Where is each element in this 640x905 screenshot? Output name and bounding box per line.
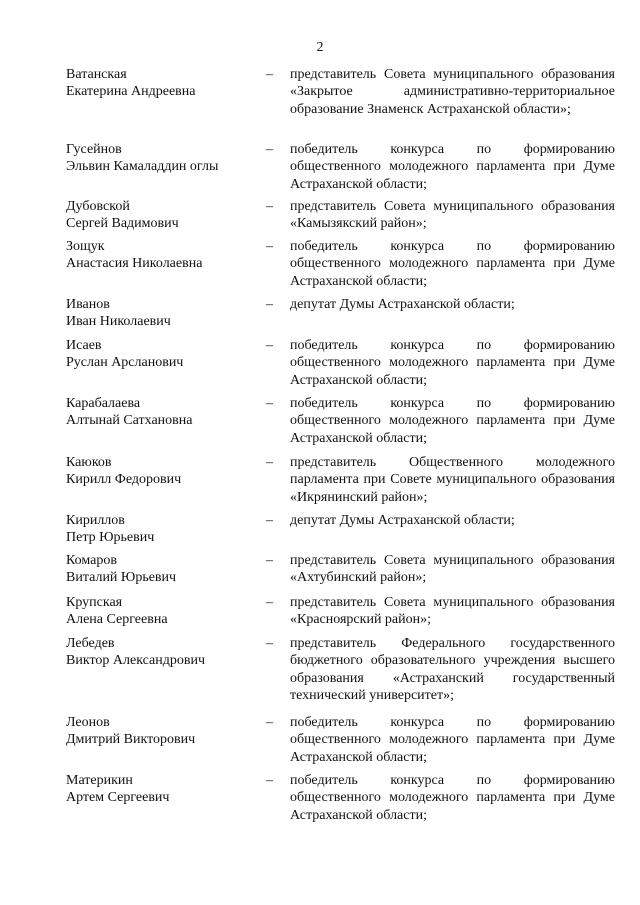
member-surname: Исаев: [66, 338, 102, 353]
member-surname: Крупская: [66, 595, 123, 610]
member-name: [66, 395, 256, 430]
member-name: [66, 594, 256, 629]
member-surname: Комаров: [66, 553, 117, 568]
member-role: победитель конкурса по формированию общественного молодежного парламента при Думе Астраханской области;: [290, 239, 615, 289]
member-name: [66, 512, 256, 547]
member-given-names: Екатерина Андреевна: [66, 84, 196, 100]
member-given-names: Артем Сергеевич: [66, 790, 170, 806]
dash-separator: –: [266, 595, 273, 610]
member-name: [66, 772, 256, 807]
member-given-names: Иван Николаевич: [66, 314, 171, 330]
member-surname: Каюков: [66, 455, 112, 470]
member-given-names: Кирилл Федорович: [66, 472, 182, 488]
dash-separator: –: [266, 142, 273, 157]
member-surname: Гусейнов: [66, 142, 122, 157]
page-number: 2: [316, 40, 324, 55]
member-name: [66, 714, 256, 749]
member-name: [66, 296, 256, 331]
member-role: представитель Федерального государственного бюджетного образовательного учреждения высшего образования «Астраханский государственный технический университет»;: [290, 636, 615, 704]
member-surname: Леонов: [66, 715, 110, 730]
dash-separator: –: [266, 553, 273, 568]
member-name: [66, 454, 256, 489]
dash-separator: –: [266, 773, 273, 788]
member-surname: Зощук: [66, 239, 105, 254]
dash-separator: –: [266, 455, 273, 470]
member-surname: Ватанская: [66, 67, 127, 82]
member-surname: Материкин: [66, 773, 133, 788]
dash-separator: –: [266, 715, 273, 730]
dash-separator: –: [266, 297, 273, 312]
member-role: представитель Общественного молодежного парламента при Совете муниципального образования «Икрянинский район»;: [290, 455, 615, 505]
member-name: [66, 337, 256, 372]
dash-separator: –: [266, 67, 273, 82]
member-name: [66, 66, 256, 101]
member-name: [66, 238, 256, 273]
member-given-names: Виктор Александрович: [66, 653, 206, 669]
member-given-names: Дмитрий Викторович: [66, 732, 196, 748]
member-given-names: Алена Сергеевна: [66, 612, 168, 628]
member-surname: Карабалаева: [66, 396, 141, 411]
member-given-names: Алтынай Сатхановна: [66, 413, 193, 429]
member-name: [66, 198, 256, 233]
dash-separator: –: [266, 338, 273, 353]
dash-separator: –: [266, 513, 273, 528]
member-role: представитель Совета муниципального образования «Закрытое административно-территориальное образование Знаменск Астраханской области»;: [290, 67, 615, 117]
member-given-names: Эльвин Камаладдин оглы: [66, 159, 219, 175]
member-role: победитель конкурса по формированию общественного молодежного парламента при Думе Астраханской области;: [290, 715, 615, 765]
member-name: [66, 635, 256, 670]
member-role: победитель конкурса по формированию общественного молодежного парламента при Думе Астраханской области;: [290, 396, 615, 446]
member-role: депутат Думы Астраханской области;: [290, 297, 515, 312]
member-role: победитель конкурса по формированию общественного молодежного парламента при Думе Астраханской области;: [290, 142, 615, 192]
dash-separator: –: [266, 396, 273, 411]
member-role: победитель конкурса по формированию общественного молодежного парламента при Думе Астраханской области;: [290, 773, 615, 823]
member-given-names: Сергей Вадимович: [66, 216, 179, 232]
member-name: [66, 141, 256, 176]
member-role: представитель Совета муниципального образования «Ахтубинский район»;: [290, 553, 615, 586]
member-surname: Иванов: [66, 297, 110, 312]
member-surname: Лебедев: [66, 636, 115, 651]
dash-separator: –: [266, 239, 273, 254]
member-role: представитель Совета муниципального образования «Красноярский район»;: [290, 595, 615, 628]
member-role: победитель конкурса по формированию общественного молодежного парламента при Думе Астраханской области;: [290, 338, 615, 388]
member-given-names: Виталий Юрьевич: [66, 570, 177, 586]
member-role: представитель Совета муниципального образования «Камызякский район»;: [290, 199, 615, 232]
member-given-names: Руслан Арсланович: [66, 355, 184, 371]
member-role: депутат Думы Астраханской области;: [290, 513, 515, 528]
member-surname: Дубовской: [66, 199, 130, 214]
member-surname: Кириллов: [66, 513, 125, 528]
member-given-names: Петр Юрьевич: [66, 530, 155, 546]
member-given-names: Анастасия Николаевна: [66, 256, 203, 272]
dash-separator: –: [266, 636, 273, 651]
member-name: [66, 552, 256, 587]
dash-separator: –: [266, 199, 273, 214]
